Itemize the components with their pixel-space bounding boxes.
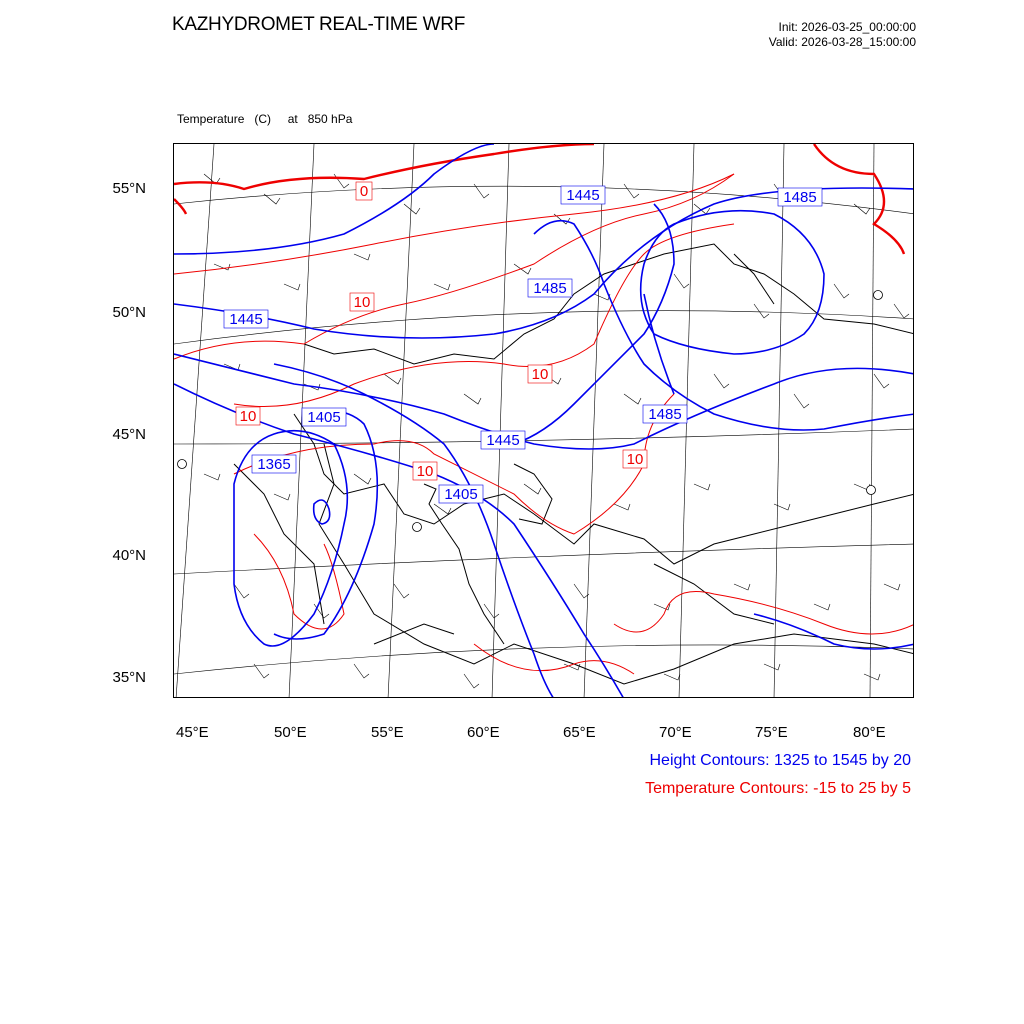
height-label [252, 455, 296, 473]
temperature-label [356, 182, 372, 200]
height-label-text: 1405 [444, 486, 478, 503]
height-label [481, 431, 525, 449]
map-canvas [174, 144, 914, 698]
lon-label-70: 70°E [659, 724, 692, 741]
height-label-text: 1445 [566, 187, 600, 204]
temperature-label [236, 407, 260, 425]
map-title: KAZHYDROMET REAL-TIME WRF [172, 14, 465, 35]
height-label-text: 1445 [229, 311, 263, 328]
height-label-text: 1485 [783, 189, 817, 206]
lat-label-40: 40°N [112, 547, 146, 564]
run-time-info [769, 20, 916, 50]
wind-barbs [204, 174, 909, 688]
lon-label-55: 55°E [371, 724, 404, 741]
temperature-label-text: 10 [531, 366, 549, 383]
field-temperature: Temperature (C) at 850 hPa [177, 112, 353, 126]
lon-label-75: 75°E [755, 724, 788, 741]
weather-map [173, 143, 914, 698]
init-time: Init: 2026-03-25_00:00:00 [778, 20, 916, 34]
lon-label-45: 45°E [176, 724, 209, 741]
height-label-text: 1445 [486, 432, 520, 449]
lat-label-55: 55°N [112, 180, 146, 197]
station-markers [178, 291, 883, 532]
temperature-contours-legend: Temperature Contours: -15 to 25 by 5 [645, 780, 911, 797]
temperature-label-text: 10 [239, 408, 257, 425]
lon-label-65: 65°E [563, 724, 596, 741]
lon-label-60: 60°E [467, 724, 500, 741]
temperature-label [413, 462, 437, 480]
height-label [528, 279, 572, 297]
contour-labels [224, 182, 822, 503]
height-label [643, 405, 687, 423]
graticule [174, 144, 914, 698]
temperature-label [623, 450, 647, 468]
height-label [561, 186, 605, 204]
height-label [224, 310, 268, 328]
height-contours-legend: Height Contours: 1325 to 1545 by 20 [649, 752, 911, 769]
lat-label-50: 50°N [112, 304, 146, 321]
height-contours [174, 144, 914, 698]
temperature-label-text: 10 [416, 463, 434, 480]
lat-label-45: 45°N [112, 426, 146, 443]
height-label-text: 1485 [533, 280, 567, 297]
height-label [439, 485, 483, 503]
valid-time: Valid: 2026-03-28_15:00:00 [768, 35, 916, 49]
temperature-label [350, 293, 374, 311]
temperature-label-text: 10 [353, 294, 371, 311]
height-label [778, 188, 822, 206]
lon-label-80: 80°E [853, 724, 886, 741]
temperature-label [528, 365, 552, 383]
temperature-contours [174, 174, 914, 674]
temperature-label-text: 10 [626, 451, 644, 468]
height-label [302, 408, 346, 426]
height-label-text: 1405 [307, 409, 341, 426]
height-label-text: 1485 [648, 406, 682, 423]
temperature-label-text: 0 [359, 183, 369, 200]
lon-label-50: 50°E [274, 724, 307, 741]
height-label-text: 1365 [257, 456, 291, 473]
lat-label-35: 35°N [112, 669, 146, 686]
